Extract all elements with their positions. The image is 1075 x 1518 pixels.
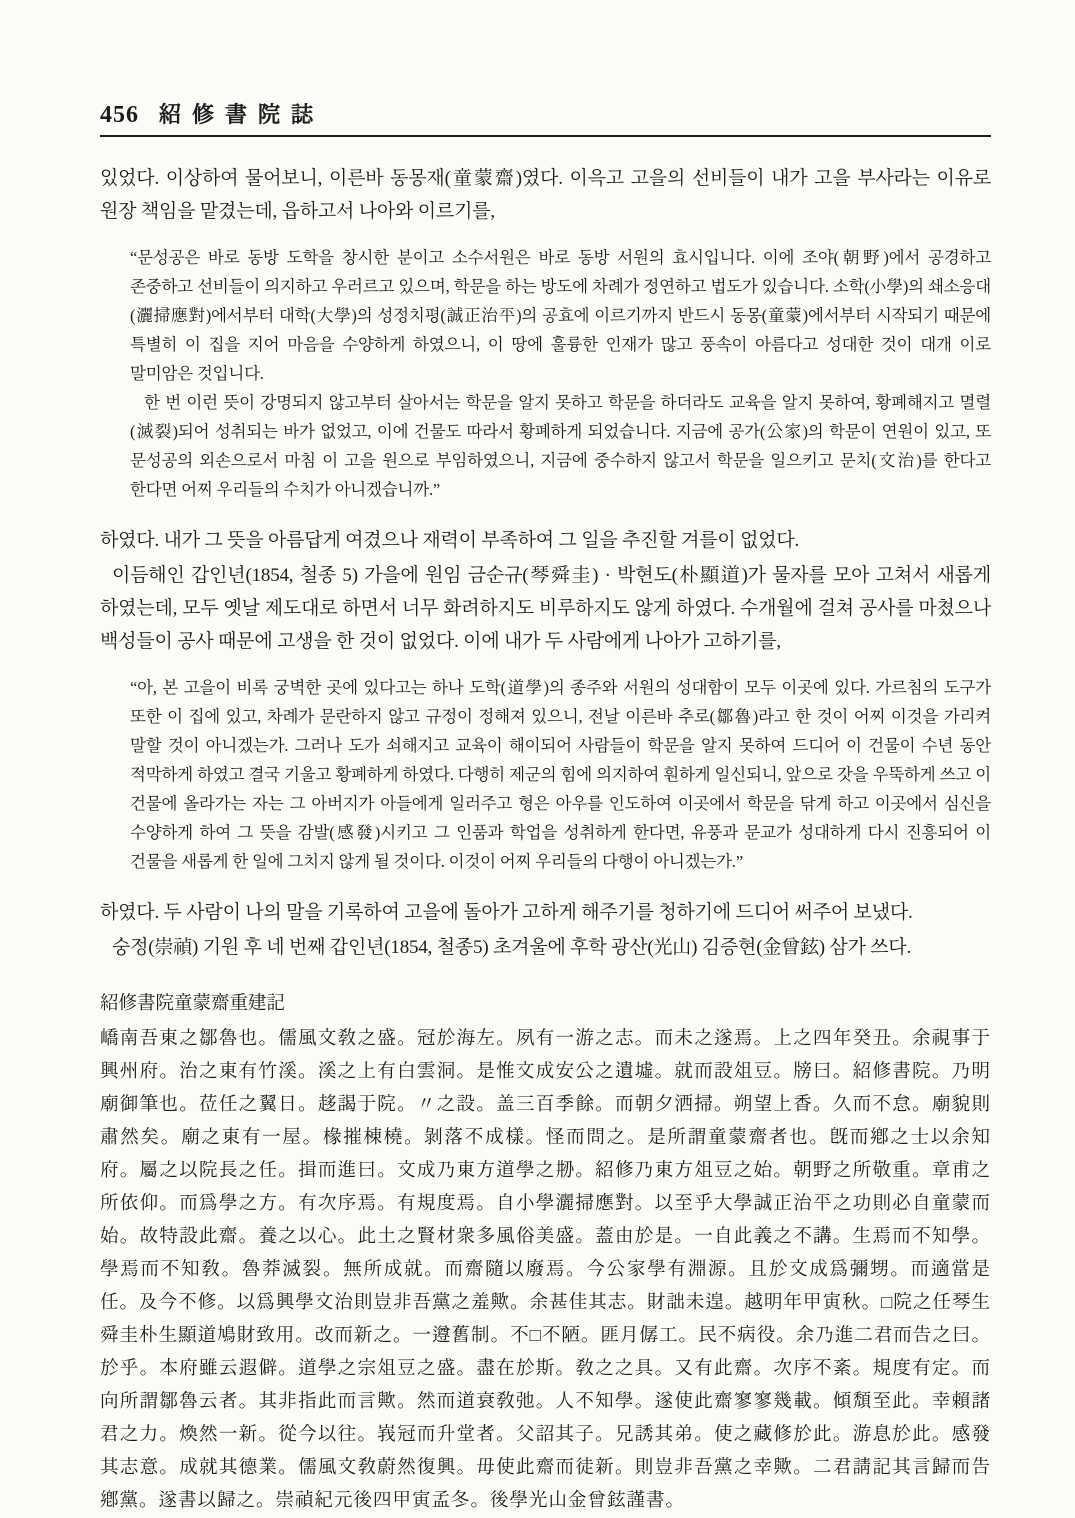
paragraph-2: 하였다. 내가 그 뜻을 아름답게 여겼으나 재력이 부족하여 그 일을 추진할 겨를이 없었다. — [100, 530, 800, 551]
header-rule — [100, 135, 991, 137]
hanmun-record-body: 嶠南吾東之鄒魯也。儒風文敎之盛。冠於海左。夙有一游之志。而未之遂焉。上之四年癸丑。余視事于興州府。治之東有竹溪。溪之上有白雲洞。是惟文成安公之遺墟。就而設俎豆。牓曰。紹修書院。乃明廟御筆也。莅任之翼日。趍謁于院。〃之設。盖三百季餘。而朝夕洒掃。朔望上香。久而不怠。廟貌則肅然矣。廟之東有一屋。椽摧棟橈。剝落不成樣。怪而問之。是所謂童蒙齋者也。旣而鄕之士以余知府。屬之以院長之任。揖而進曰。文成乃東方道學之刱。紹修乃東方俎豆之始。朝野之所敬重。章甫之所依仰。而爲學之方。有次序焉。有規度焉。自小學灑掃應對。以至乎大學誠正治平之功則必自童蒙而始。故特設此齋。養之以心。此土之賢材衆多風俗美盛。蓋由於是。一自此義之不講。生焉而不知學。學焉而不知敎。魯莽滅裂。無所成就。而齋隨以廢焉。今公家學有淵源。且於文成爲彌甥。而適當是任。及今不修。以爲興學文治則豈非吾黨之羞歟。余甚佳其志。財詘未遑。越明年甲寅秋。□院之任琴生舜圭朴生顯道鳩財致用。改而新之。一遵舊制。不□不陋。匪月僝工。民不病役。余乃進二君而告之曰。於乎。本府雖云遐僻。道學之宗俎豆之盛。盡在於斯。敎之之具。又有此齋。次序不紊。規度有定。而向所謂鄒魯云者。其非指此而言歟。然而道衰敎弛。人不知學。遂使此齋寥寥幾載。傾頹至此。幸賴諸君之力。煥然一新。從今以往。峩冠而升堂者。父詔其子。兄誘其弟。使之藏修於此。游息於此。感發其志意。成就其德業。儒風文敎蔚然復興。毋使此齋而徒新。則豈非吾黨之幸歟。二君請記其言歸而告鄕黨。遂書以歸之。崇禎紀元後四甲寅孟冬。後學光山金曾鉉謹書。 — [100, 1029, 991, 1511]
quote2-paragraph: “아, 본 고을이 비록 궁벽한 곳에 있다고는 하나 도학(道學)의 종주와 서원의 성대함이 모두 이곳에 있다. 가르침의 도구가 또한 이 집에 있고, 차례가 문란하지 않고 규정이 정해져 있으니, 전날 이른바 추로(鄒魯)라고 한 것이 어찌 이것을 가리켜 말할 것이 아니겠는가. 그러나 도가 쇠해지고 교육이 해이되어 사람들이 학문을 알지 못하여 드디어 이 건물이 수년 동안 적막하게 하였고 결국 기울고 황폐하게 하였다. 다행히 제군의 힘에 의지하여 훤하게 일신되니, 앞으로 갓을 우뚝하게 쓰고 이 건물에 올라가는 자는 그 아버지가 아들에게 일러주고 형은 아우를 인도하여 이곳에서 학문을 닦게 하고 이곳에서 심신을 수양하게 하여 그 뜻을 감발(感發)시키고 그 인품과 학업을 성취하게 한다면, 유풍과 문교가 성대하게 다시 진흥되어 이 건물을 새롭게 한 일에 그치지 않게 될 것이다. 이것이 어찌 우리들의 다행이 아니겠는가.” — [130, 678, 991, 871]
page-header — [100, 100, 991, 130]
page-number: 456 — [100, 102, 139, 128]
paragraph-5: 숭정(崇禎) 기원 후 네 번째 갑인년(1854, 철종5) 초겨울에 후학 광산(光山) 김증현(金曾鉉) 삼가 쓰다. — [112, 937, 912, 958]
book-title: 紹修書院誌 — [159, 102, 325, 127]
paragraph-4: 하였다. 두 사람이 나의 말을 기록하여 고을에 돌아가 고하게 해주기를 청하기에 드디어 써주어 보냈다. — [100, 902, 913, 923]
quote-block-2 — [130, 673, 991, 876]
quote1-paragraph-1: “문성공은 바로 동방 도학을 창시한 분이고 소수서원은 바로 동방 서원의 효시입니다. 이에 조야(朝野)에서 공경하고 존중하고 선비들이 의지하고 우러르고 있으며, 학문을 하는 방도에 차례가 정연하고 법도가 있습니다. 소학(小學)의 쇄소응대(灑掃應對)에서부터 대학(大學)의 성정치평(誠正治平)의 공효에 이르기까지 반드시 동몽(童蒙)에서부터 시작되기 때문에 특별히 이 집을 지어 마음을 수양하게 하였으니, 이 땅에 훌륭한 인재가 많고 풍속이 아름다고 성대한 것이 대개 이로 말미암은 것입니다. — [130, 248, 991, 383]
paragraph-intro: 있었다. 이상하여 물어보니, 이른바 동몽재(童蒙齋)였다. 이윽고 고을의 선비들이 내가 고을 부사라는 이유로 원장 책임을 맡겼는데, 읍하고서 나아와 이르기를, — [100, 168, 991, 222]
paragraph-3: 이듬해인 갑인년(1854, 철종 5) 가을에 원임 금순규(琴舜圭) · 박현도(朴顯道)가 물자를 모아 고쳐서 새롭게 하였는데, 모두 옛날 제도대로 하면서 너무 화려하지도 비루하지도 않게 하였다. 수개월에 걸쳐 공사를 마쳤으나 백성들이 공사 때문에 고생을 한 것이 없었다. 이에 내가 두 사람에게 나아가 고하기를, — [100, 565, 991, 652]
quote1-paragraph-2: 한 번 이런 뜻이 강명되지 않고부터 살아서는 학문을 알지 못하고 학문을 하더라도 교육을 알지 못하여, 황폐해지고 멸렬(滅裂)되어 성취되는 바가 없었고, 이에 건물도 따라서 황폐하게 되었습니다. 지금에 공가(公家)의 학문이 연원이 있고, 또 문성공의 외손으로서 마침 이 고을 원으로 부임하였으니, 지금에 중수하지 않고서 학문을 일으키고 문치(文治)를 한다고 한다면 어찌 우리들의 수치가 아니겠습니까.” — [130, 393, 991, 499]
quote-block-1 — [130, 243, 991, 504]
hanmun-record-title: 紹修書院童蒙齋重建記 — [100, 994, 286, 1014]
